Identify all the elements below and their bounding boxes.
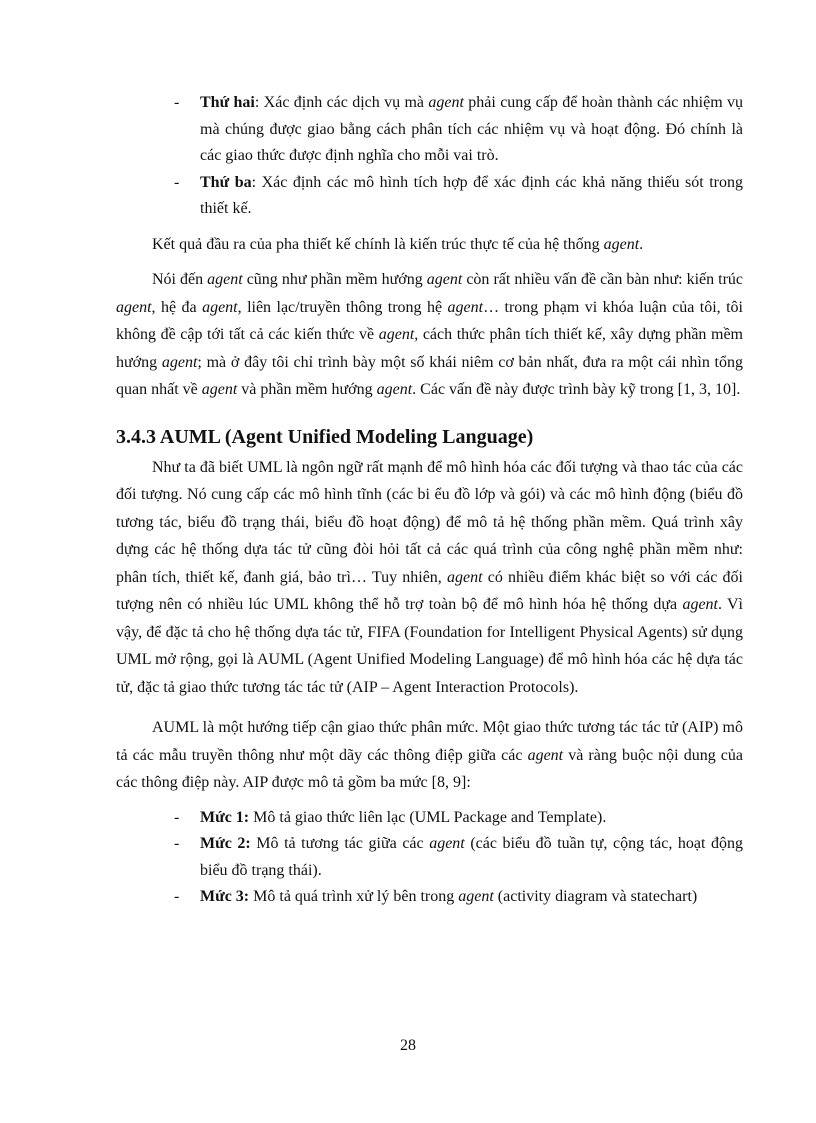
paragraph-text: cũng như phần mềm hướng [242, 271, 427, 288]
bullet-list-phases [116, 90, 743, 223]
bullet-item-muc-3 [116, 884, 743, 911]
bullet-label: Mức 3: [200, 888, 250, 905]
bullet-text: Mô tả tương tác giữa các [250, 835, 430, 852]
paragraph-emphasis: agent [603, 235, 640, 253]
bullet-label: Thứ hai [200, 94, 255, 111]
paragraph-emphasis: agent [682, 596, 718, 613]
bullet-label: Mức 2: [200, 835, 251, 852]
paragraph-text: … trong phạm vi khóa luận của tôi, tôi không đề cập tới tất cả các kiến thức về [116, 298, 744, 343]
paragraph-emphasis: agent [161, 353, 198, 371]
paragraph-emphasis: agent [376, 381, 413, 398]
paragraph-text: Kết quả đầu ra của pha thiết kế chính là kiến trúc thực tế của hệ thống [152, 235, 604, 253]
page-number: 28 [400, 1037, 416, 1054]
paragraph-emphasis: agent [527, 746, 564, 764]
bullet-item-thu-hai [116, 90, 743, 170]
bullet-label: Mức 1: [200, 808, 250, 826]
bullet-text: Mô tả giao thức liên lạc (UML Package and Template). [249, 808, 607, 826]
bullet-dash: - [174, 888, 180, 905]
bullet-text: : Xác định các dịch vụ mà [254, 94, 429, 111]
bullet-text: (activity diagram và statechart) [493, 888, 698, 905]
bullet-emphasis: agent [429, 835, 465, 852]
bullet-dash: - [174, 173, 180, 191]
paragraph-text: , cách thức phân tích thiết kế, xây dựng phần mềm hướng [116, 326, 743, 371]
paragraph-uml-intro [116, 454, 743, 702]
bullet-dash: - [174, 94, 180, 111]
paragraph-text: Như ta đã biết UML là ngôn ngữ rất mạnh để mô hình hóa các đối tượng và thao tác của các đối tượng. Nó cung cấp các mô hình tĩnh (các bi ểu đồ lớp và gói) và các mô hình động (biểu đồ tương tác, biểu đồ trạng thái, biểu đồ hoạt động) để mô tả hệ thống phần mềm. Quá trình xây dựng các hệ thống dựa tác tử cũng đòi hỏi tất cả các quá trình của công nghệ phần mềm như: phân tích, thiết kế, đanh giá, bảo trì… Tuy nhiên, [116, 458, 743, 586]
paragraph-text: , liên lạc/truyền thông trong hệ [237, 298, 448, 316]
bullet-text: : Xác định các mô hình tích hợp để xác định các khả năng thiếu sót trong thiết kế. [200, 173, 743, 217]
paragraph-emphasis: agent [378, 326, 415, 343]
paragraph-text: . Vì vậy, để đặc tả cho hệ thống dựa tác tử, FIFA (Foundation for Intelligent Physical Agents) sử dụng UML mở rộng, gọi là AUML (Agent Unified Modeling Language) để mô hình hóa các hệ dựa tác tử, đặc tả giao thức tương tác tác tử (AIP – Agent Interaction Protocols). [116, 596, 744, 696]
paragraph-text: AUML là một hướng tiếp cận giao thức phân mức. Một giao thức tương tác tác tử (AIP) mô tả các mẫu truyền thông như một dãy các thông điệp giữa các [116, 719, 743, 764]
paragraph-text: ; mà ở đây tôi chỉ trình bày một số khái niêm cơ bản nhất, đưa ra một cái nhìn tổng quan nhất về [116, 353, 743, 398]
paragraph-emphasis: agent [201, 381, 238, 398]
bullet-dash: - [174, 835, 180, 852]
paragraph-emphasis: agent [116, 298, 152, 316]
bullet-list-levels [116, 805, 743, 911]
paragraph-emphasis: agent [202, 298, 238, 316]
paragraph-text: và ràng buộc nội dung của các thông điệp này. AIP được mô tả gồm ba mức [8, 9]: [116, 746, 744, 791]
paragraph-text: . Các vấn đề này được trình bày kỹ trong [1, 3, 10]. [412, 381, 741, 398]
paragraph-design-output [116, 231, 743, 259]
paragraph-text: . [639, 235, 644, 253]
paragraph-text: Nói đến [152, 271, 208, 288]
paragraph-text: và phần mềm hướng [237, 381, 377, 398]
paragraph-text: có nhiều điểm khác biệt so với các đối tượng nên có nhiều lúc UML không thể hỗ trợ toàn bộ để mô hình hóa hệ thống dựa [116, 568, 743, 613]
paragraph-emphasis: agent [207, 271, 243, 288]
paragraph-text: , hệ đa [151, 298, 203, 316]
paragraph-agent-scope [116, 266, 743, 404]
bullet-emphasis: agent [458, 888, 494, 905]
bullet-item-thu-ba [116, 170, 743, 223]
paragraph-emphasis: agent [447, 298, 484, 316]
bullet-text: (các biểu đồ tuần tự, cộng tác, hoạt động biểu đồ trạng thái). [200, 835, 743, 879]
section-heading: 3.4.3 AUML (Agent Unified Modeling Language) [116, 425, 534, 448]
paragraph-text: còn rất nhiều vấn đề cần bàn như: kiến trúc [462, 271, 744, 288]
bullet-label: Thứ ba [200, 173, 252, 191]
bullet-item-muc-1 [116, 805, 743, 832]
bullet-emphasis: agent [428, 94, 464, 111]
bullet-item-muc-2 [116, 831, 743, 884]
page-content [116, 90, 743, 911]
bullet-text: phải cung cấp để hoàn thành các nhiệm vụ mà chúng được giao bằng cách phân tích các nhiệm vụ và hoạt động. Đó chính là các giao thức được định nghĩa cho mỗi vai trò. [200, 94, 744, 164]
paragraph-auml-levels [116, 714, 743, 797]
bullet-dash: - [174, 808, 180, 826]
paragraph-emphasis: agent [426, 271, 463, 288]
paragraph-emphasis: agent [447, 568, 483, 586]
bullet-text: Mô tả quá trình xử lý bên trong [249, 888, 459, 905]
